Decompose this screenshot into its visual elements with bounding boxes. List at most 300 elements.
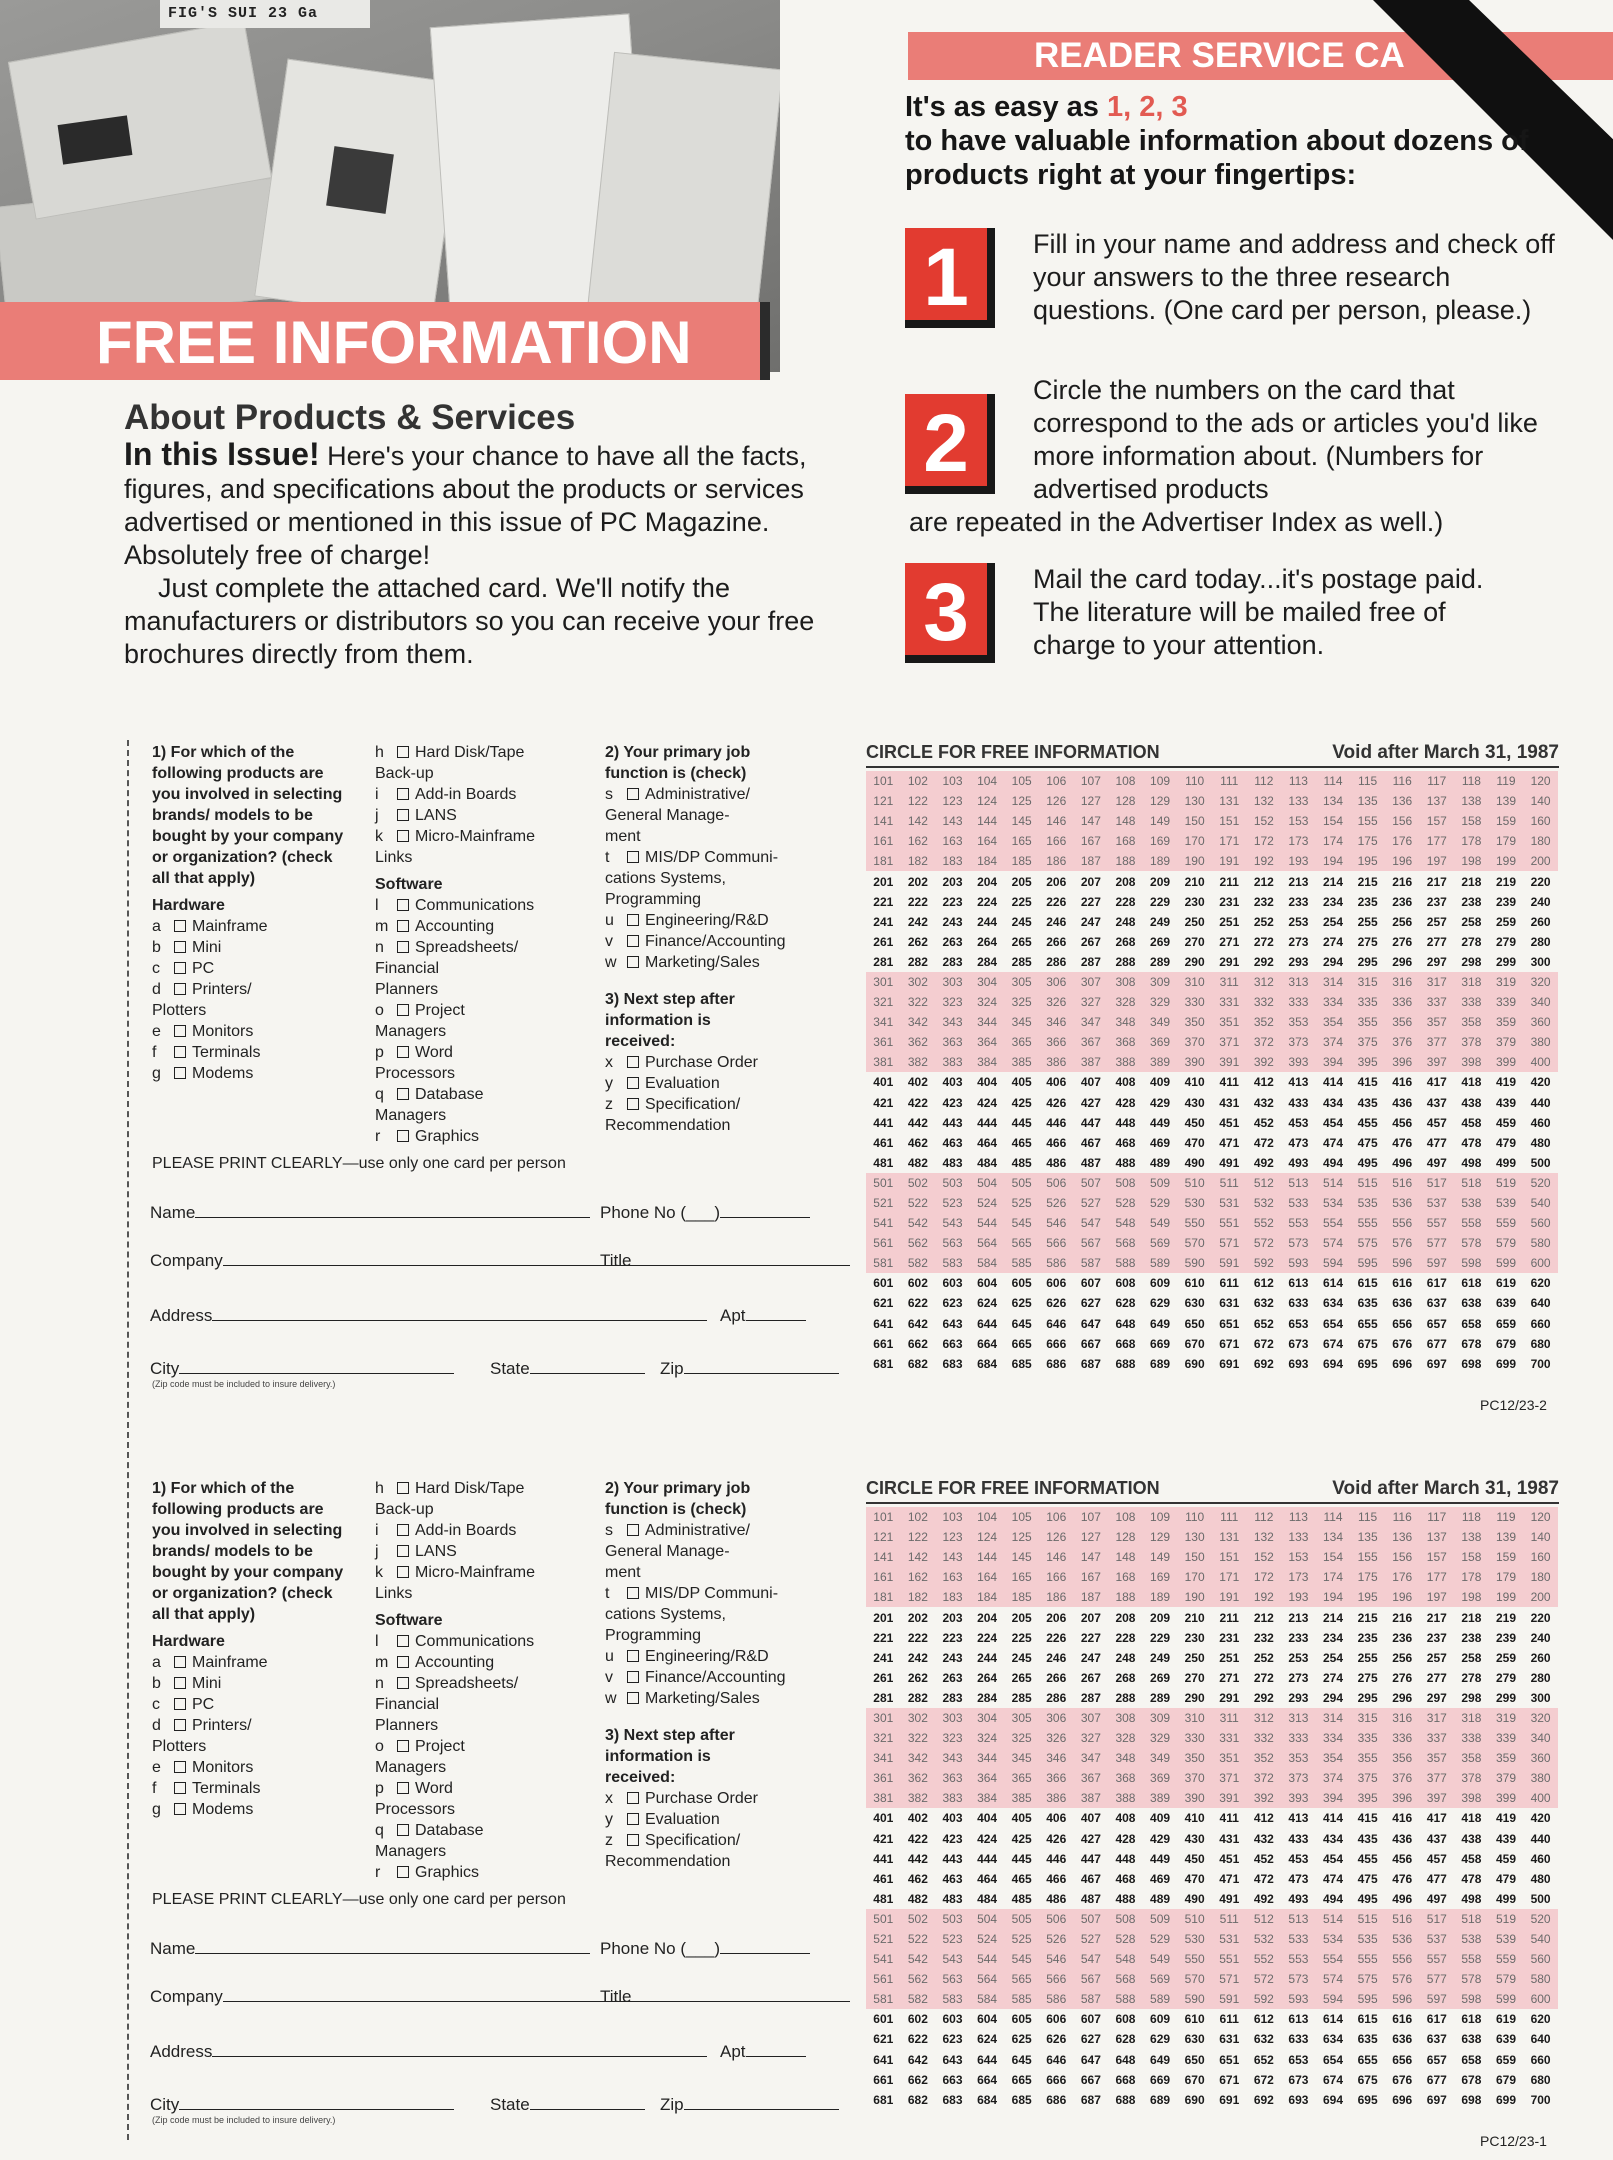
circle-number[interactable]: 535 (1350, 1193, 1385, 1213)
circle-number[interactable]: 275 (1357, 934, 1378, 949)
circle-number[interactable]: 136 (1385, 1527, 1420, 1547)
circle-number[interactable]: 556 (1385, 1949, 1420, 1969)
circle-number[interactable]: 570 (1177, 1969, 1212, 1989)
circle-number[interactable]: 671 (1219, 1336, 1240, 1351)
circle-number[interactable]: 498 (1461, 1891, 1482, 1906)
circle-number[interactable]: 476 (1392, 1135, 1413, 1150)
circle-number[interactable]: 601 (873, 2012, 894, 2027)
circle-number[interactable]: 358 (1454, 1012, 1489, 1032)
circle-number[interactable]: 144 (970, 811, 1005, 831)
circle-number[interactable]: 489 (1150, 1891, 1171, 1906)
circle-number[interactable]: 106 (1039, 771, 1074, 791)
circle-number[interactable]: 700 (1530, 2092, 1551, 2107)
circle-number[interactable]: 187 (1074, 851, 1109, 871)
circle-number[interactable]: 104 (970, 1507, 1005, 1527)
circle-number[interactable]: 287 (1080, 954, 1101, 969)
circle-number[interactable]: 343 (935, 1748, 970, 1768)
circle-number[interactable]: 607 (1080, 2012, 1101, 2027)
circle-number[interactable]: 139 (1489, 791, 1524, 811)
checkbox[interactable] (627, 1524, 639, 1536)
circle-number[interactable]: 394 (1316, 1788, 1351, 1808)
job-option[interactable] (605, 784, 820, 805)
circle-number[interactable]: 279 (1495, 1670, 1516, 1685)
circle-number[interactable]: 573 (1281, 1233, 1316, 1253)
city-field-input[interactable] (179, 2094, 454, 2110)
circle-number[interactable]: 554 (1316, 1949, 1351, 1969)
circle-number[interactable]: 442 (907, 1851, 928, 1866)
circle-number[interactable]: 500 (1530, 1891, 1551, 1906)
circle-number[interactable]: 247 (1080, 1650, 1101, 1665)
circle-number[interactable]: 168 (1108, 831, 1143, 851)
circle-number[interactable]: 437 (1426, 1831, 1447, 1846)
circle-number[interactable]: 334 (1316, 992, 1351, 1012)
circle-number[interactable]: 688 (1115, 2092, 1136, 2107)
circle-number[interactable]: 333 (1281, 992, 1316, 1012)
zip-field-input[interactable] (684, 1358, 839, 1374)
circle-number[interactable]: 276 (1392, 934, 1413, 949)
circle-number[interactable]: 293 (1288, 954, 1309, 969)
circle-number[interactable]: 541 (866, 1213, 901, 1233)
circle-number[interactable]: 479 (1495, 1135, 1516, 1150)
circle-number[interactable]: 446 (1046, 1115, 1067, 1130)
circle-number[interactable]: 230 (1184, 894, 1205, 909)
circle-number[interactable]: 535 (1350, 1929, 1385, 1949)
circle-number[interactable]: 119 (1489, 771, 1524, 791)
circle-number[interactable]: 383 (935, 1052, 970, 1072)
checkbox[interactable] (397, 788, 409, 800)
circle-number[interactable]: 396 (1385, 1788, 1420, 1808)
hardware-option[interactable] (152, 1715, 352, 1736)
circle-number[interactable]: 463 (942, 1135, 963, 1150)
circle-number[interactable]: 506 (1039, 1173, 1074, 1193)
circle-number[interactable]: 193 (1281, 851, 1316, 871)
circle-number[interactable]: 364 (970, 1768, 1005, 1788)
checkbox[interactable] (397, 920, 409, 932)
circle-number[interactable]: 677 (1426, 2072, 1447, 2087)
circle-number[interactable]: 253 (1288, 1650, 1309, 1665)
circle-number[interactable]: 277 (1426, 1670, 1447, 1685)
circle-number[interactable]: 103 (935, 1507, 970, 1527)
circle-number[interactable]: 583 (935, 1989, 970, 2009)
circle-number[interactable]: 548 (1108, 1949, 1143, 1969)
circle-number[interactable]: 361 (866, 1768, 901, 1788)
circle-number[interactable]: 597 (1420, 1989, 1455, 2009)
circle-number[interactable]: 630 (1184, 2032, 1205, 2047)
circle-number[interactable]: 665 (1011, 2072, 1032, 2087)
circle-number[interactable]: 563 (935, 1233, 970, 1253)
checkbox[interactable] (397, 1524, 409, 1536)
circle-number[interactable]: 121 (866, 791, 901, 811)
circle-number[interactable]: 170 (1177, 831, 1212, 851)
circle-number[interactable]: 324 (970, 1728, 1005, 1748)
circle-number[interactable]: 101 (866, 1507, 901, 1527)
circle-number[interactable]: 212 (1253, 1610, 1274, 1625)
circle-number[interactable]: 404 (977, 1811, 998, 1826)
circle-number[interactable]: 249 (1150, 914, 1171, 929)
circle-number[interactable]: 190 (1177, 1587, 1212, 1607)
circle-number[interactable]: 257 (1426, 1650, 1447, 1665)
circle-number[interactable]: 135 (1350, 1527, 1385, 1547)
circle-number[interactable]: 363 (935, 1768, 970, 1788)
circle-number[interactable]: 471 (1219, 1135, 1240, 1150)
circle-number[interactable]: 283 (942, 954, 963, 969)
circle-number[interactable]: 152 (1247, 811, 1282, 831)
circle-number[interactable]: 556 (1385, 1213, 1420, 1233)
circle-number[interactable]: 146 (1039, 1547, 1074, 1567)
circle-number[interactable]: 417 (1426, 1811, 1447, 1826)
circle-number[interactable]: 133 (1281, 1527, 1316, 1547)
circle-number[interactable]: 157 (1420, 1547, 1455, 1567)
circle-number[interactable]: 116 (1385, 1507, 1420, 1527)
circle-number[interactable]: 650 (1184, 2052, 1205, 2067)
circle-number[interactable]: 101 (866, 771, 901, 791)
circle-number[interactable]: 640 (1530, 1296, 1551, 1311)
circle-number[interactable]: 579 (1489, 1233, 1524, 1253)
circle-number[interactable]: 660 (1530, 2052, 1551, 2067)
circle-number[interactable]: 194 (1316, 851, 1351, 871)
circle-number[interactable]: 538 (1454, 1929, 1489, 1949)
circle-number[interactable]: 526 (1039, 1193, 1074, 1213)
circle-number[interactable]: 311 (1212, 972, 1247, 992)
circle-number[interactable]: 357 (1420, 1012, 1455, 1032)
circle-number[interactable]: 179 (1489, 831, 1524, 851)
circle-number[interactable]: 699 (1495, 1356, 1516, 1371)
circle-number[interactable]: 456 (1392, 1851, 1413, 1866)
circle-number[interactable]: 137 (1420, 1527, 1455, 1547)
circle-number[interactable]: 637 (1426, 1296, 1447, 1311)
circle-number[interactable]: 224 (977, 1630, 998, 1645)
circle-number[interactable]: 662 (907, 2072, 928, 2087)
circle-number[interactable]: 147 (1074, 1547, 1109, 1567)
circle-number[interactable]: 393 (1281, 1788, 1316, 1808)
circle-number[interactable]: 242 (907, 914, 928, 929)
circle-number[interactable]: 136 (1385, 791, 1420, 811)
company-field-input[interactable] (223, 1986, 638, 2002)
circle-number[interactable]: 582 (901, 1989, 936, 2009)
circle-number[interactable]: 462 (907, 1871, 928, 1886)
circle-number[interactable]: 696 (1392, 1356, 1413, 1371)
circle-number[interactable]: 239 (1495, 1630, 1516, 1645)
circle-number[interactable]: 523 (935, 1193, 970, 1213)
circle-number[interactable]: 489 (1150, 1155, 1171, 1170)
circle-number[interactable]: 454 (1323, 1851, 1344, 1866)
circle-number[interactable]: 332 (1247, 992, 1282, 1012)
circle-number[interactable]: 457 (1426, 1115, 1447, 1130)
circle-number[interactable]: 171 (1212, 831, 1247, 851)
circle-number[interactable]: 418 (1461, 1811, 1482, 1826)
circle-number[interactable]: 386 (1039, 1052, 1074, 1072)
circle-number[interactable]: 598 (1454, 1989, 1489, 2009)
circle-number[interactable]: 624 (977, 1296, 998, 1311)
circle-number[interactable]: 303 (935, 1708, 970, 1728)
circle-number[interactable]: 397 (1420, 1788, 1455, 1808)
circle-number[interactable]: 289 (1150, 954, 1171, 969)
circle-number[interactable]: 493 (1288, 1891, 1309, 1906)
circle-number[interactable]: 113 (1281, 1507, 1316, 1527)
circle-number[interactable]: 354 (1316, 1012, 1351, 1032)
circle-number[interactable]: 369 (1143, 1032, 1178, 1052)
circle-number[interactable]: 502 (901, 1909, 936, 1929)
circle-number[interactable]: 339 (1489, 1728, 1524, 1748)
circle-number[interactable]: 430 (1184, 1095, 1205, 1110)
circle-number[interactable]: 154 (1316, 1547, 1351, 1567)
circle-number[interactable]: 140 (1523, 791, 1558, 811)
circle-number[interactable]: 675 (1357, 2072, 1378, 2087)
circle-number[interactable]: 350 (1177, 1748, 1212, 1768)
hardware-option[interactable] (152, 958, 352, 979)
circle-number[interactable]: 629 (1150, 2032, 1171, 2047)
circle-number[interactable]: 595 (1350, 1989, 1385, 2009)
circle-number[interactable]: 509 (1143, 1909, 1178, 1929)
circle-number[interactable]: 469 (1150, 1871, 1171, 1886)
circle-number[interactable]: 144 (970, 1547, 1005, 1567)
circle-number[interactable]: 516 (1385, 1173, 1420, 1193)
circle-number[interactable]: 161 (866, 831, 901, 851)
circle-number[interactable]: 512 (1247, 1909, 1282, 1929)
circle-number[interactable]: 229 (1150, 1630, 1171, 1645)
circle-number[interactable]: 663 (942, 1336, 963, 1351)
job-option[interactable] (605, 1667, 820, 1688)
software-option[interactable] (375, 1778, 575, 1799)
circle-number[interactable]: 141 (866, 1547, 901, 1567)
circle-number[interactable]: 575 (1350, 1969, 1385, 1989)
circle-number[interactable]: 143 (935, 1547, 970, 1567)
circle-number[interactable]: 430 (1184, 1831, 1205, 1846)
circle-number[interactable]: 246 (1046, 914, 1067, 929)
circle-number[interactable]: 625 (1011, 1296, 1032, 1311)
company-field[interactable] (150, 1986, 638, 2007)
circle-number[interactable]: 307 (1074, 972, 1109, 992)
circle-number[interactable]: 392 (1247, 1788, 1282, 1808)
circle-number[interactable]: 531 (1212, 1193, 1247, 1213)
circle-number[interactable]: 616 (1392, 2012, 1413, 2027)
circle-number[interactable]: 361 (866, 1032, 901, 1052)
circle-number[interactable]: 655 (1357, 1316, 1378, 1331)
circle-number[interactable]: 245 (1011, 914, 1032, 929)
software-option[interactable] (375, 895, 575, 916)
state-field-input[interactable] (530, 2094, 645, 2110)
circle-number[interactable]: 688 (1115, 1356, 1136, 1371)
circle-number[interactable]: 180 (1523, 831, 1558, 851)
circle-number[interactable]: 118 (1454, 771, 1489, 791)
circle-number[interactable]: 643 (942, 2052, 963, 2067)
circle-number[interactable]: 687 (1080, 1356, 1101, 1371)
circle-number[interactable]: 491 (1219, 1891, 1240, 1906)
circle-number[interactable]: 199 (1489, 1587, 1524, 1607)
circle-number[interactable]: 205 (1011, 1610, 1032, 1625)
circle-number[interactable]: 609 (1150, 1276, 1171, 1291)
circle-number[interactable]: 659 (1495, 1316, 1516, 1331)
circle-number[interactable]: 351 (1212, 1748, 1247, 1768)
circle-number[interactable]: 530 (1177, 1193, 1212, 1213)
circle-number[interactable]: 505 (1004, 1909, 1039, 1929)
circle-number[interactable]: 615 (1357, 1276, 1378, 1291)
circle-number[interactable]: 492 (1253, 1891, 1274, 1906)
checkbox[interactable] (397, 1635, 409, 1647)
circle-number[interactable]: 386 (1039, 1788, 1074, 1808)
circle-number[interactable]: 376 (1385, 1768, 1420, 1788)
circle-number[interactable]: 643 (942, 1316, 963, 1331)
circle-number[interactable]: 165 (1004, 1567, 1039, 1587)
circle-number[interactable]: 562 (901, 1233, 936, 1253)
circle-number[interactable]: 356 (1385, 1748, 1420, 1768)
circle-number[interactable]: 370 (1177, 1032, 1212, 1052)
circle-number[interactable]: 549 (1143, 1949, 1178, 1969)
checkbox[interactable] (627, 1587, 639, 1599)
circle-number[interactable]: 368 (1108, 1032, 1143, 1052)
circle-number[interactable]: 496 (1392, 1155, 1413, 1170)
circle-number[interactable]: 299 (1495, 1690, 1516, 1705)
circle-number[interactable]: 336 (1385, 992, 1420, 1012)
circle-number[interactable]: 200 (1523, 851, 1558, 871)
circle-number[interactable]: 571 (1212, 1969, 1247, 1989)
circle-number[interactable]: 442 (907, 1115, 928, 1130)
circle-number[interactable]: 256 (1392, 1650, 1413, 1665)
title-field[interactable] (600, 1986, 850, 2007)
circle-number[interactable]: 291 (1219, 1690, 1240, 1705)
circle-number[interactable]: 385 (1004, 1052, 1039, 1072)
circle-number[interactable]: 301 (866, 1708, 901, 1728)
circle-number[interactable]: 295 (1357, 954, 1378, 969)
circle-number[interactable]: 177 (1420, 831, 1455, 851)
circle-number[interactable]: 285 (1011, 1690, 1032, 1705)
circle-number[interactable]: 698 (1461, 2092, 1482, 2107)
checkbox[interactable] (174, 1046, 186, 1058)
circle-number[interactable]: 237 (1426, 894, 1447, 909)
circle-number[interactable]: 325 (1004, 992, 1039, 1012)
circle-number[interactable]: 485 (1011, 1155, 1032, 1170)
circle-number[interactable]: 406 (1046, 1811, 1067, 1826)
circle-number[interactable]: 264 (977, 934, 998, 949)
circle-number[interactable]: 226 (1046, 894, 1067, 909)
circle-number[interactable]: 657 (1426, 2052, 1447, 2067)
circle-number[interactable]: 206 (1046, 1610, 1067, 1625)
circle-number[interactable]: 279 (1495, 934, 1516, 949)
circle-number[interactable]: 374 (1316, 1768, 1351, 1788)
circle-number[interactable]: 168 (1108, 1567, 1143, 1587)
circle-number[interactable]: 128 (1108, 1527, 1143, 1547)
circle-number[interactable]: 250 (1184, 914, 1205, 929)
circle-number[interactable]: 600 (1523, 1989, 1558, 2009)
circle-number[interactable]: 129 (1143, 1527, 1178, 1547)
circle-number[interactable]: 262 (907, 934, 928, 949)
circle-number[interactable]: 676 (1392, 1336, 1413, 1351)
circle-number[interactable]: 402 (907, 1075, 928, 1090)
circle-number[interactable]: 218 (1461, 874, 1482, 889)
circle-number[interactable]: 633 (1288, 1296, 1309, 1311)
circle-number[interactable]: 575 (1350, 1233, 1385, 1253)
circle-number[interactable]: 341 (866, 1012, 901, 1032)
circle-number[interactable]: 483 (942, 1155, 963, 1170)
circle-number[interactable]: 473 (1288, 1135, 1309, 1150)
circle-number[interactable]: 432 (1253, 1095, 1274, 1110)
circle-number[interactable]: 525 (1004, 1193, 1039, 1213)
circle-number[interactable]: 683 (942, 2092, 963, 2107)
circle-number[interactable]: 536 (1385, 1929, 1420, 1949)
circle-number[interactable]: 550 (1177, 1949, 1212, 1969)
circle-number[interactable]: 145 (1004, 811, 1039, 831)
circle-number[interactable]: 157 (1420, 811, 1455, 831)
circle-number[interactable]: 403 (942, 1811, 963, 1826)
circle-number[interactable]: 667 (1080, 1336, 1101, 1351)
circle-number[interactable]: 673 (1288, 2072, 1309, 2087)
circle-number[interactable]: 663 (942, 2072, 963, 2087)
circle-number[interactable]: 689 (1150, 2092, 1171, 2107)
circle-number[interactable]: 570 (1177, 1233, 1212, 1253)
circle-number[interactable]: 390 (1177, 1788, 1212, 1808)
circle-number[interactable]: 433 (1288, 1831, 1309, 1846)
circle-number[interactable]: 645 (1011, 2052, 1032, 2067)
circle-number[interactable]: 494 (1323, 1155, 1344, 1170)
hardware-option[interactable] (375, 1520, 575, 1541)
circle-number[interactable]: 459 (1495, 1115, 1516, 1130)
circle-number[interactable]: 156 (1385, 811, 1420, 831)
circle-number[interactable]: 492 (1253, 1155, 1274, 1170)
next-step-option[interactable] (605, 1052, 820, 1073)
circle-number[interactable]: 388 (1108, 1788, 1143, 1808)
circle-number[interactable]: 587 (1074, 1989, 1109, 2009)
circle-number[interactable]: 395 (1350, 1052, 1385, 1072)
circle-number[interactable]: 285 (1011, 954, 1032, 969)
circle-number[interactable]: 306 (1039, 1708, 1074, 1728)
circle-number[interactable]: 190 (1177, 851, 1212, 871)
circle-number[interactable]: 304 (970, 972, 1005, 992)
circle-number[interactable]: 666 (1046, 1336, 1067, 1351)
circle-number[interactable]: 613 (1288, 1276, 1309, 1291)
circle-number[interactable]: 576 (1385, 1233, 1420, 1253)
circle-number[interactable]: 248 (1115, 1650, 1136, 1665)
circle-number[interactable]: 528 (1108, 1929, 1143, 1949)
circle-number[interactable]: 694 (1323, 1356, 1344, 1371)
circle-number[interactable]: 211 (1219, 1610, 1239, 1625)
circle-number[interactable]: 123 (935, 791, 970, 811)
circle-number[interactable]: 477 (1426, 1871, 1447, 1886)
circle-number[interactable]: 534 (1316, 1929, 1351, 1949)
circle-number[interactable]: 119 (1489, 1507, 1524, 1527)
circle-number[interactable]: 519 (1489, 1173, 1524, 1193)
circle-number[interactable]: 493 (1288, 1155, 1309, 1170)
circle-number[interactable]: 320 (1523, 1708, 1558, 1728)
circle-number[interactable]: 378 (1454, 1032, 1489, 1052)
circle-number[interactable]: 357 (1420, 1748, 1455, 1768)
circle-number[interactable]: 564 (970, 1233, 1005, 1253)
circle-number[interactable]: 514 (1316, 1909, 1351, 1929)
circle-number[interactable]: 431 (1219, 1095, 1240, 1110)
circle-number[interactable]: 639 (1495, 2032, 1516, 2047)
circle-number[interactable]: 348 (1108, 1748, 1143, 1768)
circle-number[interactable]: 293 (1288, 1690, 1309, 1705)
circle-number[interactable]: 330 (1177, 992, 1212, 1012)
checkbox[interactable] (174, 1803, 186, 1815)
circle-number[interactable]: 549 (1143, 1213, 1178, 1233)
circle-number[interactable]: 428 (1115, 1095, 1136, 1110)
circle-number[interactable]: 684 (977, 2092, 998, 2107)
circle-number[interactable]: 606 (1046, 2012, 1067, 2027)
circle-number[interactable]: 427 (1080, 1831, 1101, 1846)
circle-number[interactable]: 481 (873, 1891, 894, 1906)
circle-number[interactable]: 538 (1454, 1193, 1489, 1213)
circle-number[interactable]: 158 (1454, 811, 1489, 831)
software-option[interactable] (375, 1084, 575, 1105)
circle-number[interactable]: 363 (935, 1032, 970, 1052)
circle-number[interactable]: 652 (1253, 1316, 1274, 1331)
circle-number[interactable]: 253 (1288, 914, 1309, 929)
circle-number[interactable]: 389 (1143, 1052, 1178, 1072)
circle-number[interactable]: 572 (1247, 1233, 1282, 1253)
circle-number[interactable]: 364 (970, 1032, 1005, 1052)
circle-number[interactable]: 322 (901, 992, 936, 1012)
circle-number[interactable]: 599 (1489, 1989, 1524, 2009)
